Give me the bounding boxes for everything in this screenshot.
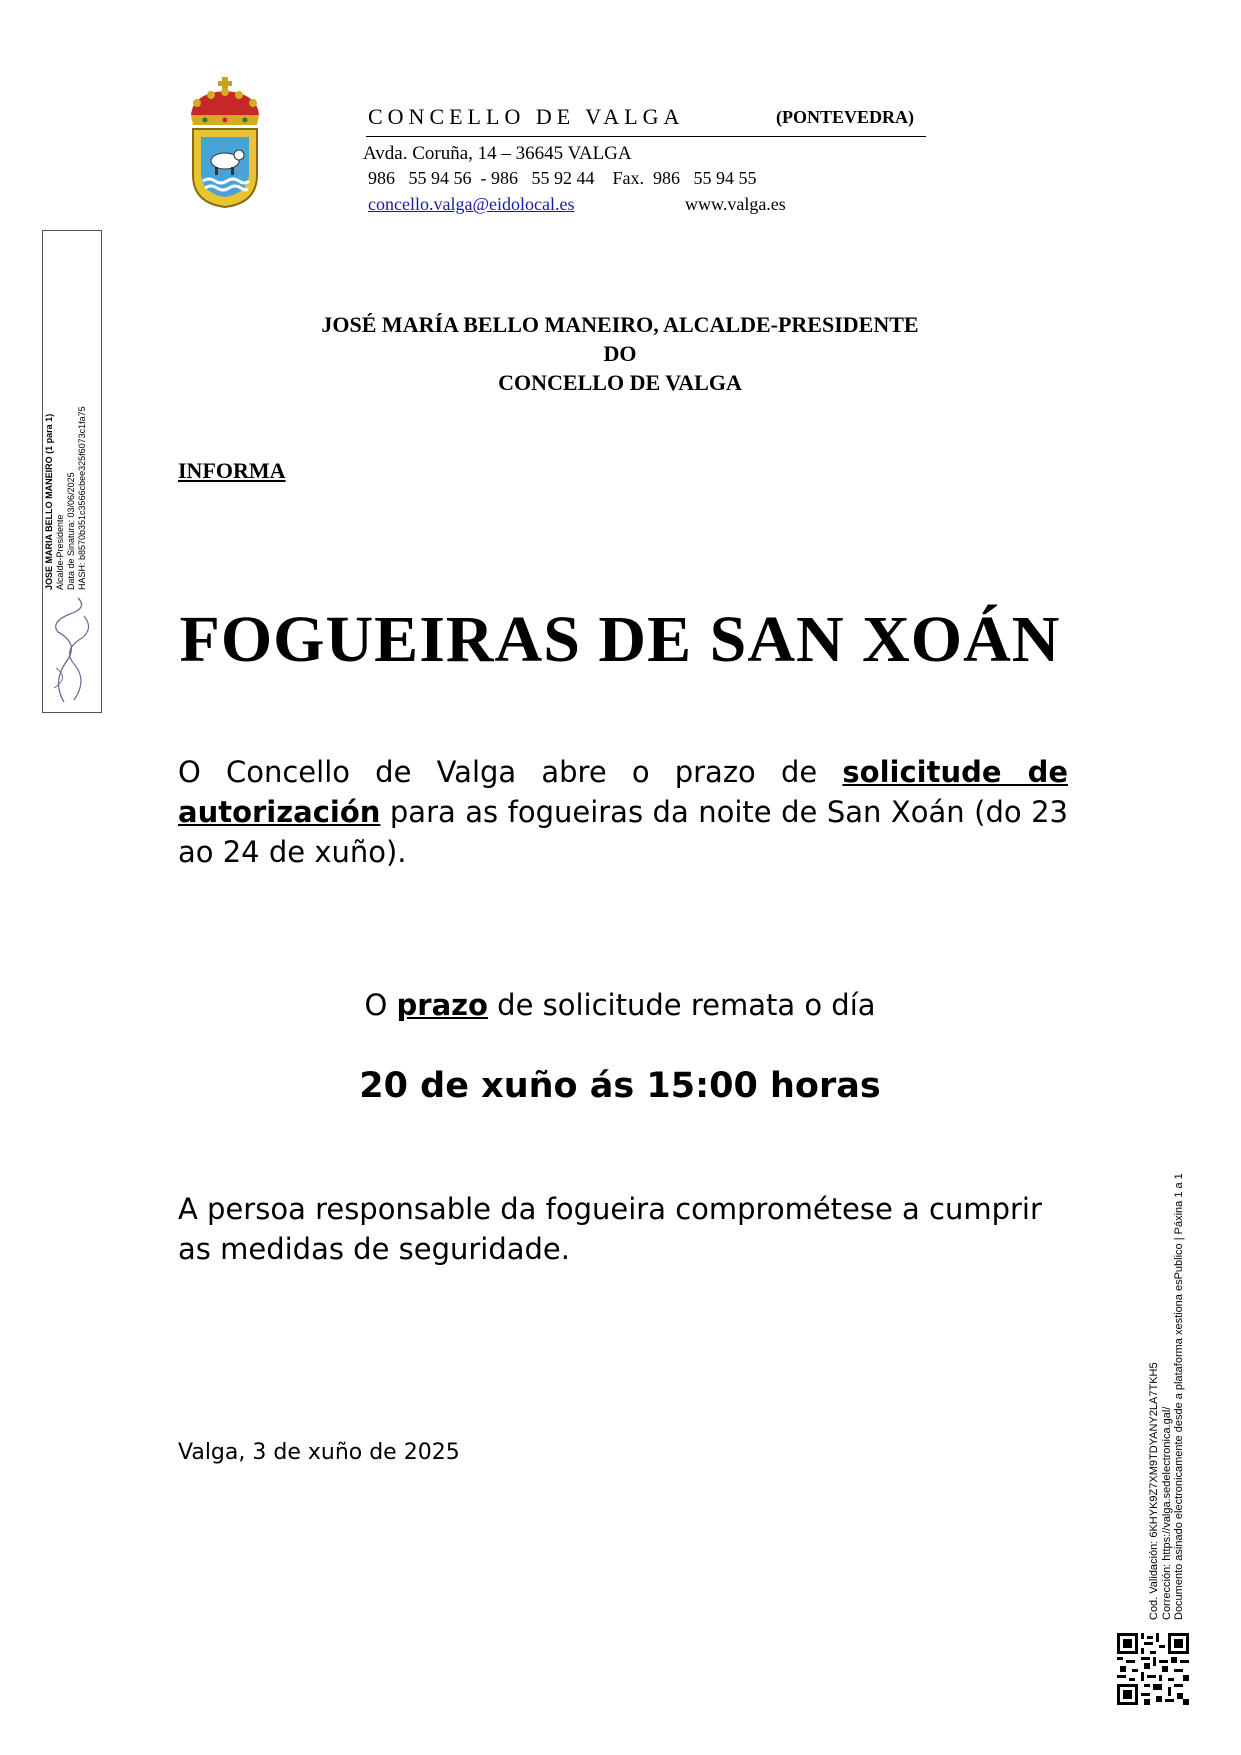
responsibility-paragraph: A persoa responsable da fogueira comprométese a cumprir as medidas de seguridade. <box>178 1192 1042 1266</box>
paragraph1-intro: O Concello de Valga abre o prazo de <box>178 755 843 789</box>
signature-details <box>44 370 96 590</box>
informa-label: INFORMA <box>178 458 286 483</box>
email-link[interactable]: concello.valga@eidolocal.es <box>368 194 575 214</box>
paragraph1-emphasis: solicitude de autorización <box>178 755 1068 829</box>
deadline-emphasis: prazo <box>396 988 488 1022</box>
signature-date: Data de Sinatura: 03/06/2025 <box>66 472 76 590</box>
signer-name: JOSE MARIA BELLO MANEIRO (1 para 1) <box>44 413 54 590</box>
phone-fax-line: 986 55 94 56 - 986 55 92 44 Fax. 986 55 94 55 <box>368 168 757 188</box>
place-date: Valga, 3 de xuño de 2025 <box>178 1440 460 1465</box>
deadline-intro <box>120 988 1120 1022</box>
signature-hash: HASH: b8570b351c3566cbee325f6073c1fa75 <box>77 406 87 590</box>
validation-info <box>1148 1090 1186 1620</box>
header-divider <box>366 136 926 137</box>
deadline-post: de solicitude remata o día <box>487 988 876 1022</box>
announcement-paragraph <box>178 752 1068 872</box>
validation-note: Documento asinado electronicamente desde a plataforma xestiona esPublico | Páxina 1 a 1 <box>1173 1173 1185 1620</box>
mayor-heading <box>240 310 1000 397</box>
validation-check-url: Corrección: https://valga.sedelectronica.gal/ <box>1160 1406 1173 1620</box>
page-title: FOGUEIRAS DE SAN XOÁN <box>179 603 1061 676</box>
mayor-heading-line3: CONCELLO DE VALGA <box>498 370 742 395</box>
validation-code: Cod. Validación: 6KHYK9Z7XM9TDYANY2LA7TKH5 <box>1148 1362 1160 1620</box>
website-text: www.valga.es <box>685 194 786 214</box>
mayor-heading-line2: DO <box>603 341 637 366</box>
paragraph1-end: para as fogueiras da noite de San Xoán (do 23 ao 24 de xuño). <box>178 795 1068 869</box>
signer-role: Alcalde-Presidente <box>55 514 65 590</box>
address-line: Avda. Coruña, 14 – 36645 VALGA <box>363 143 632 164</box>
qr-code <box>1117 1633 1189 1705</box>
mayor-heading-line1: JOSÉ MARÍA BELLO MANEIRO, ALCALDE-PRESIDENTE <box>321 312 919 337</box>
organization-name: CONCELLO DE VALGA <box>368 104 685 129</box>
deadline-date: 20 de xuño ás 15:00 horas <box>359 1066 881 1106</box>
municipal-crest-logo <box>183 75 267 209</box>
deadline-pre: O <box>364 988 397 1022</box>
province-label: (PONTEVEDRA) <box>776 107 914 127</box>
handwritten-signature <box>44 592 100 710</box>
